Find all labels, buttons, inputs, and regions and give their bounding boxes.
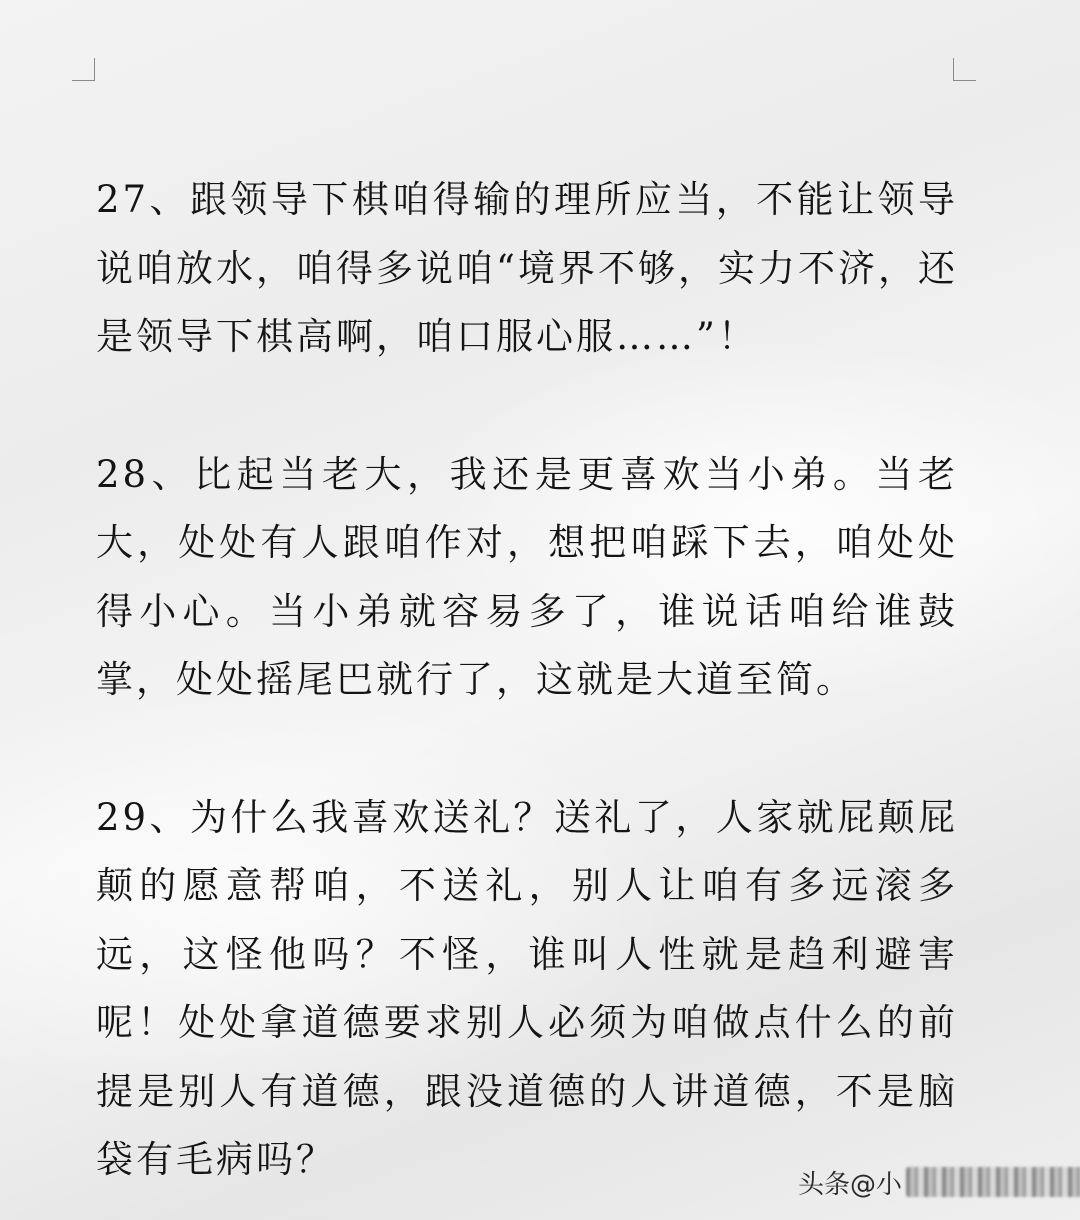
watermark-pixelated-handle (906, 1167, 1080, 1197)
page-corner-mark-top-left (72, 58, 95, 81)
paragraph-29: 29、为什么我喜欢送礼？送礼了，人家就屁颠屁颠的愿意帮咱，不送礼，别人让咱有多远滚多远，这怪他吗？不怪，谁叫人性就是趋利避害呢！处处拿道德要求别人必须为咱做点什么的前提是别人有道德，跟没道德的人讲道德，不是脑袋有毛病吗？ (96, 795, 958, 1181)
paragraph-27: 27、跟领导下棋咱得输的理所应当，不能让领导说咱放水，咱得多说咱“境界不够，实力不济，还是领导下棋高啊，咱口服心服……”！ (96, 178, 958, 358)
watermark-text: 头条@小 (798, 1169, 903, 1200)
document-body (96, 166, 958, 1195)
toutiao-watermark (798, 1160, 1080, 1204)
paragraph-28: 28、比起当老大，我还是更喜欢当小弟。当老大，处处有人跟咱作对，想把咱踩下去，咱处处得小心。当小弟就容易多了，谁说话咱给谁鼓掌，处处摇尾巴就行了，这就是大道至简。 (96, 452, 958, 701)
page-corner-mark-top-right (953, 58, 976, 81)
